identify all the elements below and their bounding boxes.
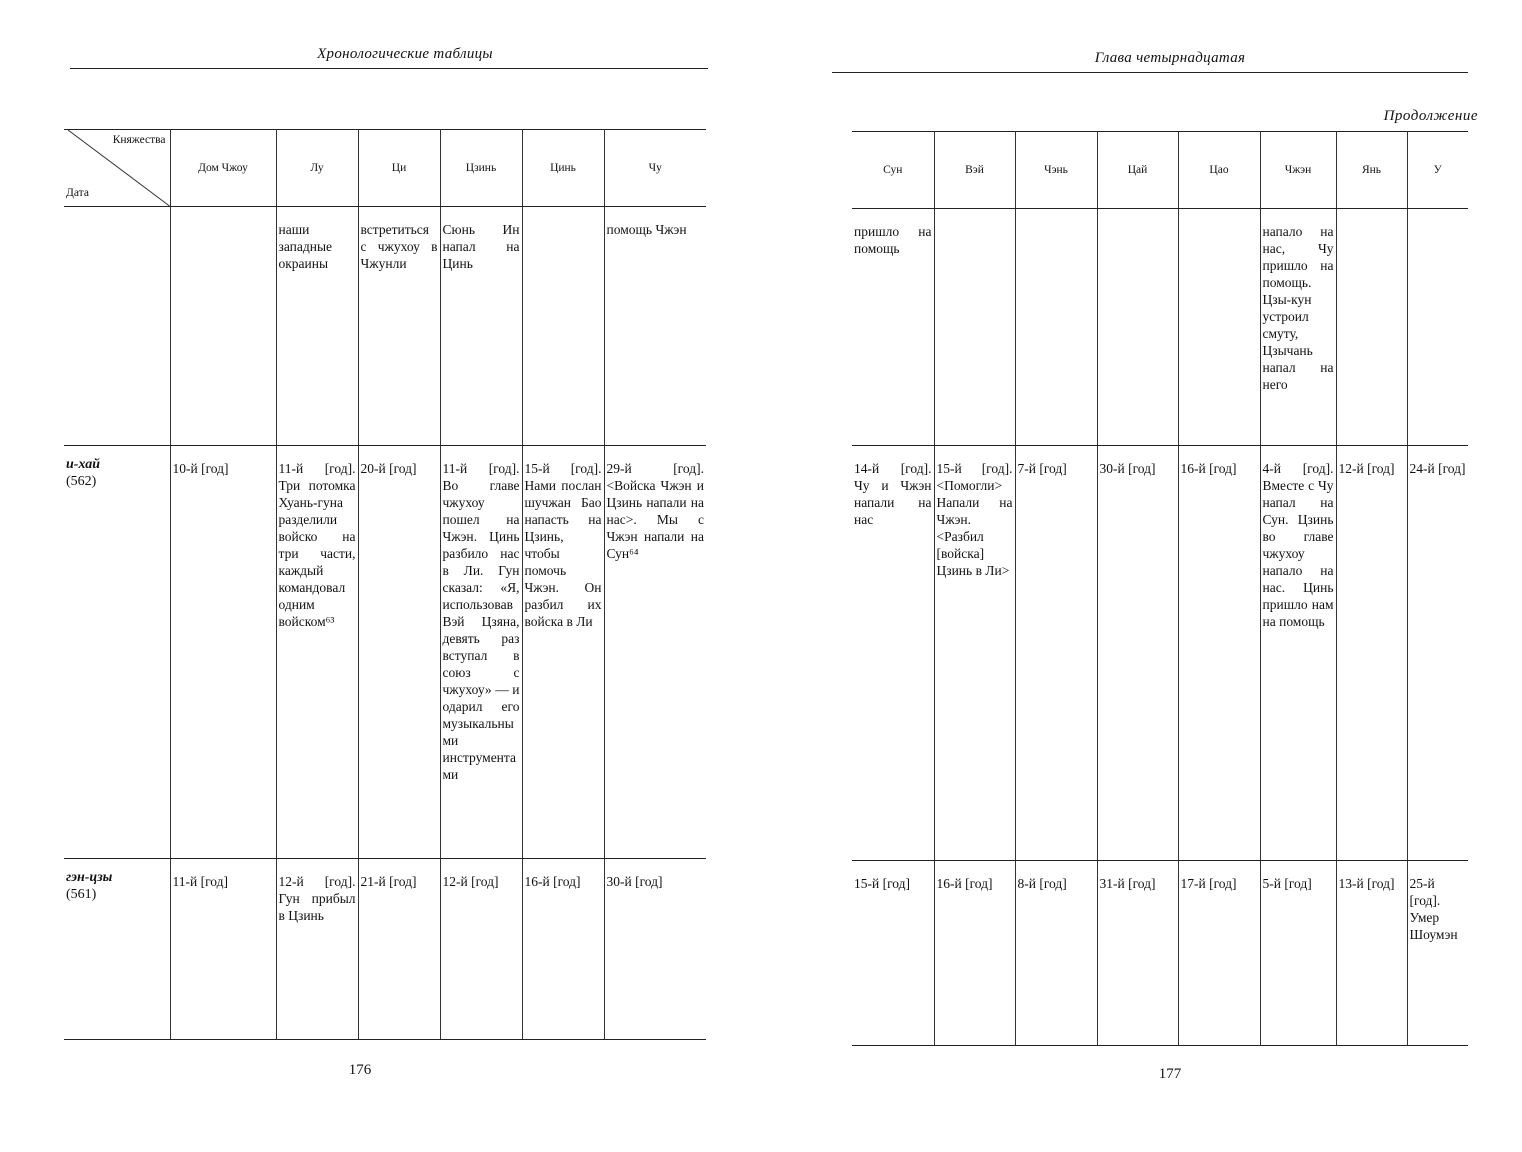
column-header: Цай	[1097, 132, 1178, 209]
table-cell: 15-й [год]. <Помогли> Напали на Чжэн. <Разбил [войска] Цзинь в Ли>	[934, 446, 1015, 861]
table-cell	[934, 209, 1015, 446]
page-number-right: 177	[1158, 1066, 1182, 1082]
table-cell: 20-й [год]	[358, 446, 440, 859]
column-header: Чэнь	[1015, 132, 1097, 209]
table-cell: 12-й [год]	[1336, 446, 1407, 861]
table-row	[64, 446, 706, 859]
table-cell: 10-й [год]	[170, 446, 276, 859]
column-header: Чу	[604, 130, 706, 207]
corner-cell	[64, 130, 170, 207]
table-cell: 11-й [год]. Три потомка Хуань-гуна разделили войско на три части, каждый командовал одним войском⁶³	[276, 446, 358, 859]
table-cell	[170, 207, 276, 446]
header-row	[64, 130, 706, 207]
column-header: Цзинь	[440, 130, 522, 207]
table-cell: Сюнь Ин напал на Цинь	[440, 207, 522, 446]
table-row	[64, 859, 706, 1040]
table-cell: 30-й [год]	[604, 859, 706, 1040]
table-cell: 29-й [год]. <Войска Чжэн и Цзинь напали на нас>. Мы с Чжэн напали на Сун⁶⁴	[604, 446, 706, 859]
head-rule-right	[832, 72, 1468, 73]
table-cell: 14-й [год]. Чу и Чжэн напали на нас	[852, 446, 934, 861]
column-header: Лу	[276, 130, 358, 207]
table-cell: пришло на помощь	[852, 209, 934, 446]
running-head-right: Глава четырнадцатая	[1094, 50, 1246, 66]
date-cell	[64, 446, 170, 859]
table-cell: 31-й [год]	[1097, 861, 1178, 1046]
column-header: Вэй	[934, 132, 1015, 209]
table-cell: 8-й [год]	[1015, 861, 1097, 1046]
table-cell: 11-й [год]. Во главе чжухоу пошел на Чжэн. Цинь разбило нас в Ли. Гун сказал: «Я, использовав Вэй Цзяна, девять раз вступал в союз с чжухоу» — и одарил его музыкальными инструментами	[440, 446, 522, 859]
table-cell	[522, 207, 604, 446]
table-cell: 12-й [год]	[440, 859, 522, 1040]
corner-label-date: Дата	[66, 187, 89, 199]
year-bc: (562)	[66, 474, 97, 489]
corner-label-principalities: Княжества	[112, 134, 166, 146]
table-cell: 5-й [год]	[1260, 861, 1336, 1046]
table-cell: 16-й [год]	[934, 861, 1015, 1046]
continued-label: Продолжение	[1383, 108, 1478, 124]
table-cell: 16-й [год]	[522, 859, 604, 1040]
column-header: У	[1407, 132, 1468, 209]
date-cell	[64, 859, 170, 1040]
table-cell	[1015, 209, 1097, 446]
table-cell: помощь Чжэн	[604, 207, 706, 446]
header-row	[852, 132, 1468, 209]
table-cell: 24-й [год]	[1407, 446, 1468, 861]
table-row	[852, 209, 1468, 446]
table-row	[852, 446, 1468, 861]
table-cell: 12-й [год]. Гун прибыл в Цзинь	[276, 859, 358, 1040]
table-cell: встретиться с чжухоу в Чжунли	[358, 207, 440, 446]
column-header: Ци	[358, 130, 440, 207]
table-cell: 16-й [год]	[1178, 446, 1260, 861]
column-header: Сун	[852, 132, 934, 209]
chrono-table-right	[852, 131, 1468, 1046]
table-cell: 7-й [год]	[1015, 446, 1097, 861]
column-header: Цао	[1178, 132, 1260, 209]
column-header: Цинь	[522, 130, 604, 207]
year-bc: (561)	[66, 887, 97, 902]
left-page	[0, 0, 760, 1152]
running-head-left: Хронологические таблицы	[317, 46, 493, 62]
table-cell: 13-й [год]	[1336, 861, 1407, 1046]
table-row	[64, 207, 706, 446]
table-cell	[1178, 209, 1260, 446]
column-header: Чжэн	[1260, 132, 1336, 209]
table-cell	[1407, 209, 1468, 446]
table-cell: 17-й [год]	[1178, 861, 1260, 1046]
era-name: гэн-цзы	[66, 870, 113, 885]
table-cell: 11-й [год]	[170, 859, 276, 1040]
chrono-table-left	[64, 129, 706, 1040]
era-name: и-хай	[66, 457, 101, 472]
table-cell: 4-й [год]. Вместе с Чу напал на Сун. Цзинь во главе чжухоу напало на нас. Цинь пришло нам на помощь	[1260, 446, 1336, 861]
right-page	[760, 0, 1522, 1152]
column-header: Дом Чжоу	[170, 130, 276, 207]
table-cell: 21-й [год]	[358, 859, 440, 1040]
table-cell	[1336, 209, 1407, 446]
head-rule-left	[70, 68, 708, 69]
table-row	[852, 861, 1468, 1046]
table-cell: 15-й [год]. Нами послан шучжан Бао напасть на Цзинь, чтобы помочь Чжэн. Он разбил их войска в Ли	[522, 446, 604, 859]
table-cell: 25-й [год]. Умер Шоумэн	[1407, 861, 1468, 1046]
date-cell	[64, 207, 170, 446]
table-cell: 30-й [год]	[1097, 446, 1178, 861]
table-cell	[1097, 209, 1178, 446]
column-header: Янь	[1336, 132, 1407, 209]
table-cell: наши западные окраины	[276, 207, 358, 446]
table-cell: напало на нас, Чу пришло на помощь. Цзы-кун устроил смуту, Цзычань напал на него	[1260, 209, 1336, 446]
table-cell: 15-й [год]	[852, 861, 934, 1046]
page-number-left: 176	[348, 1062, 372, 1078]
